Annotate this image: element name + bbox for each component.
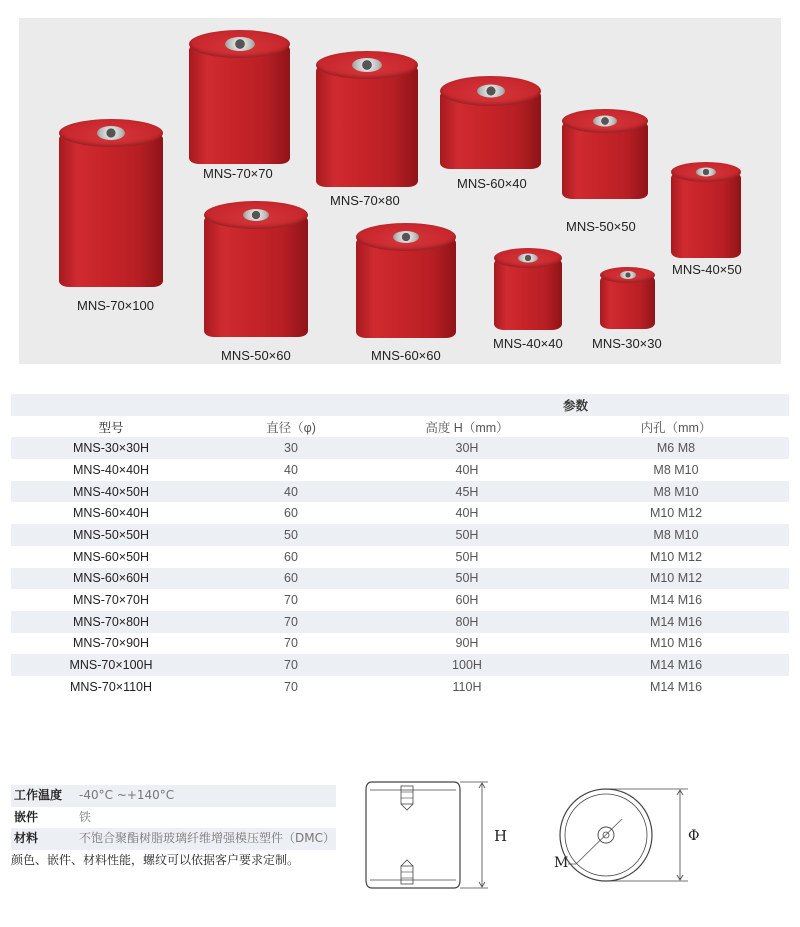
- dimension-label-h: H: [494, 827, 508, 845]
- insulator-image-70x80: [316, 51, 418, 187]
- table-row: [11, 459, 789, 481]
- info-row-material: [11, 828, 336, 850]
- cell-bore: M8 M10: [653, 462, 699, 477]
- cell-model: MNS-60×40H: [72, 506, 150, 521]
- label-mns-60x60: MNS-60×60: [371, 348, 441, 363]
- cell-height: 45H: [371, 481, 563, 503]
- insulator-image-40x40: [494, 248, 562, 330]
- cell-height: 30H: [371, 437, 563, 459]
- cell-model: MNS-40×50H: [11, 481, 211, 503]
- cell-model: MNS-70×90H: [72, 636, 150, 651]
- info-key: 嵌件: [14, 809, 39, 824]
- customization-note: 颜色、嵌件、材料性能，螺纹可以依据客户要求定制。: [11, 853, 300, 867]
- cell-model: MNS-50×50H: [11, 524, 211, 546]
- info-value: 铁: [79, 809, 92, 824]
- info-row-insert: [11, 807, 336, 829]
- cell-bore: M10 M12: [649, 549, 703, 564]
- cell-model: MNS-70×80H: [11, 611, 211, 633]
- table-row: [11, 611, 789, 633]
- table-row: [11, 568, 789, 590]
- cell-bore: M14 M16: [563, 611, 789, 633]
- cell-bore: M10 M12: [649, 506, 703, 521]
- cell-diameter: 60: [284, 506, 298, 521]
- cell-bore: M10 M16: [649, 636, 703, 651]
- cell-height: 60H: [455, 593, 479, 608]
- cell-height: 100H: [371, 654, 563, 676]
- label-mns-70x100: MNS-70×100: [77, 298, 154, 313]
- cell-model: MNS-40×40H: [72, 462, 150, 477]
- label-mns-40x40: MNS-40×40: [493, 336, 563, 351]
- cell-bore: M10 M12: [563, 568, 789, 590]
- cell-diameter: 70: [284, 679, 298, 694]
- label-mns-40x50: MNS-40×50: [672, 262, 742, 277]
- table-params-row: [11, 394, 789, 416]
- insulator-image-70x70: [189, 30, 290, 164]
- insulator-image-50x50: [562, 109, 648, 199]
- label-mns-30x30: MNS-30×30: [592, 336, 662, 351]
- cell-bore: M14 M16: [563, 654, 789, 676]
- cell-height: 40H: [455, 506, 479, 521]
- top-view-drawing: [548, 780, 718, 890]
- cell-bore: M14 M16: [649, 679, 703, 694]
- table-row: [11, 546, 789, 568]
- label-mns-50x60: MNS-50×60: [221, 348, 291, 363]
- cell-height: 50H: [455, 549, 479, 564]
- insulator-image-70x100: [59, 119, 163, 287]
- cell-model: MNS-30×30H: [11, 437, 211, 459]
- cell-height: 90H: [455, 636, 479, 651]
- label-mns-70x70: MNS-70×70: [203, 166, 273, 181]
- cell-height: 50H: [371, 568, 563, 590]
- cell-model: MNS-70×70H: [72, 593, 150, 608]
- cell-height: 110H: [452, 679, 482, 694]
- col-header-height: 高度 H（mm）: [425, 420, 509, 435]
- cell-diameter: 70: [211, 654, 371, 676]
- dimension-label-phi: Φ: [688, 828, 700, 844]
- insulator-image-30x30: [600, 267, 655, 329]
- spec-table-body: [11, 437, 789, 697]
- cell-model: MNS-60×50H: [72, 549, 150, 564]
- info-key: 工作温度: [14, 788, 63, 802]
- col-header-diameter: 直径（φ): [266, 420, 316, 435]
- col-header-bore: 内孔（mm）: [640, 420, 712, 435]
- table-row: [11, 633, 789, 655]
- cell-model: MNS-70×110H: [69, 679, 153, 694]
- table-row: [11, 481, 789, 503]
- cell-bore: M14 M16: [649, 593, 703, 608]
- insulator-image-60x40: [440, 76, 541, 169]
- label-mns-70x80: MNS-70×80: [330, 193, 400, 208]
- material-info: [11, 785, 336, 850]
- cell-diameter: 60: [211, 568, 371, 590]
- cell-height: 80H: [371, 611, 563, 633]
- cell-model: MNS-60×60H: [11, 568, 211, 590]
- spec-table: [11, 394, 789, 698]
- cell-diameter: 30: [211, 437, 371, 459]
- cell-diameter: 40: [211, 481, 371, 503]
- params-header: 参数: [563, 394, 789, 416]
- dimension-label-m: M: [554, 855, 569, 871]
- cell-diameter: 70: [284, 636, 298, 651]
- col-header-model: 型号: [98, 420, 124, 435]
- table-row: [11, 502, 789, 524]
- cell-bore: M8 M10: [563, 481, 789, 503]
- insulator-image-40x50: [671, 162, 741, 258]
- info-key: 材料: [14, 831, 39, 845]
- cell-diameter: 40: [284, 462, 298, 477]
- label-mns-60x40: MNS-60×40: [457, 176, 527, 191]
- product-gallery: [19, 18, 781, 364]
- label-mns-50x50: MNS-50×50: [566, 219, 636, 234]
- cell-bore: M6 M8: [563, 437, 789, 459]
- insulator-image-60x60: [356, 223, 456, 338]
- table-header-row: [11, 416, 789, 438]
- info-row-temperature: [11, 785, 336, 807]
- cell-diameter: 50: [211, 524, 371, 546]
- cell-diameter: 70: [284, 593, 298, 608]
- side-view-drawing: [360, 776, 530, 894]
- info-value: -40°C ~+140°C: [79, 788, 175, 802]
- table-row: [11, 524, 789, 546]
- cell-model: MNS-70×100H: [11, 654, 211, 676]
- insulator-image-50x60: [204, 201, 308, 337]
- table-row: [11, 676, 789, 698]
- table-row: [11, 589, 789, 611]
- cell-bore: M8 M10: [563, 524, 789, 546]
- table-row: [11, 654, 789, 676]
- cell-diameter: 60: [284, 549, 298, 564]
- cell-diameter: 70: [211, 611, 371, 633]
- table-row: [11, 437, 789, 459]
- cell-height: 40H: [455, 462, 479, 477]
- info-value: 不饱合聚酯树脂玻璃纤维增强模压塑件（DMC）: [79, 831, 335, 845]
- cell-height: 50H: [371, 524, 563, 546]
